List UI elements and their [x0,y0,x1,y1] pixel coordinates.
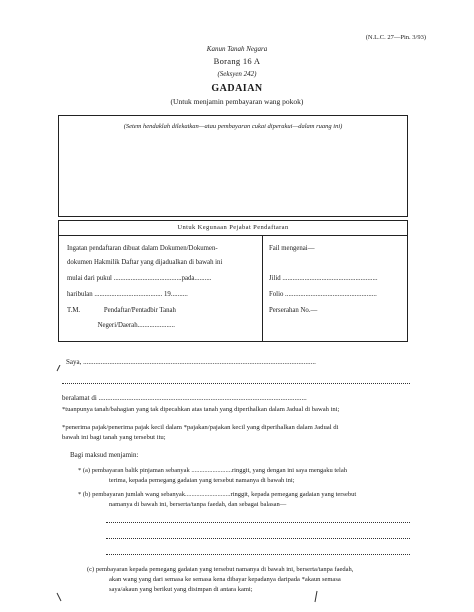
margin-marks [54,365,64,605]
registry-line: haribulan ........................................ 19.......... [67,291,188,298]
blank-line [106,522,410,523]
item-a: * (a) pembayaran balik pinjaman sebanyak .........................ringgit, yang dengan ini saya mengaku telah [78,467,347,474]
mortgagor-name-line: Saya, ..................................................................................................................................... [66,358,316,366]
registry-box [58,220,408,342]
section-reference: (Seksyen 242) [217,70,257,78]
item-b: * (b) pembayaran jumlah wang sebanyak............................ringgit, kepada pemegang gadaian yang tersebut [78,491,357,498]
stamp-note: (Setem hendaklah dilekatkan—atau pembayaran cukai diperakui—dalam ruang ini) [123,123,343,130]
item-c: akan wang yang dari semasa ke semasa kena dibayar kepadanya daripada *akaun semasa [109,576,341,583]
blank-line [106,538,410,539]
form-number: Borang 16 A [213,56,261,66]
registry-field: Perserahan No.— [269,307,318,314]
registry-heading: Untuk Kegunaan Pejabat Pendaftaran [59,221,407,236]
registry-line: Negeri/Daerah...................... [67,322,175,329]
blank-line [106,554,410,555]
registry-field: Fail mengenai— [269,245,315,252]
address-line: beralamat di ....................................................................................................................... [62,394,307,402]
item-a: terima, kepada pemegang gadaian yang tersebut namanya di bawah ini; [109,477,295,484]
form-reference: (N.L.C. 27—Pin. 3/93) [365,34,426,41]
registry-line: Ingatan pendaftaran dibuat dalam Dokumen/Dokumen- [67,245,218,252]
item-b: namanya di bawah ini, berserta/tanpa faedah, dan sebagai balasan— [109,501,287,508]
pen-mark [312,590,320,604]
item-c: (c) pembayaran kepada pemegang gadaian yang tersebut namanya di bawah ini, berserta/tanpa faedah, [87,566,354,573]
act-name: Kanun Tanah Negara [206,45,268,53]
registry-field: Jilid ........................................................ [269,275,378,282]
stamp-box [58,115,408,217]
page-subtitle: (Untuk menjamin pembayaran wang pokok) [170,97,304,106]
proprietor-clause: *tuanpunya tanah/bahagian yang tak dipecahkan atas tanah yang diperihalkan dalam Jadual di bawah ini; [62,406,340,413]
blank-line [62,383,410,384]
registry-field: Folio ...................................................... [269,291,377,298]
item-c: saya/akaun yang berikut yang disimpan di antara kami; [109,586,253,593]
registry-line: mulai dari pukul ........................................pada.......... [67,275,212,282]
lessee-clause: *penerima pajak/penerima pajak kecil dalam *pajakan/pajakan kecil yang diperihalkan dalam Jadual di [62,424,339,431]
registry-line: T.M. Pendaftar/Pentadbir Tanah [67,307,176,314]
registry-divider [262,235,263,341]
purpose-intro: Bagi maksud menjamin: [70,451,139,459]
page-title: GADAIAN [211,83,263,94]
lessee-clause: bawah ini bagi tanah yang tersebut itu; [62,434,166,441]
registry-line: dokumen Hakmilik Daftar yang dijadualkan di bawah ini [67,259,223,266]
